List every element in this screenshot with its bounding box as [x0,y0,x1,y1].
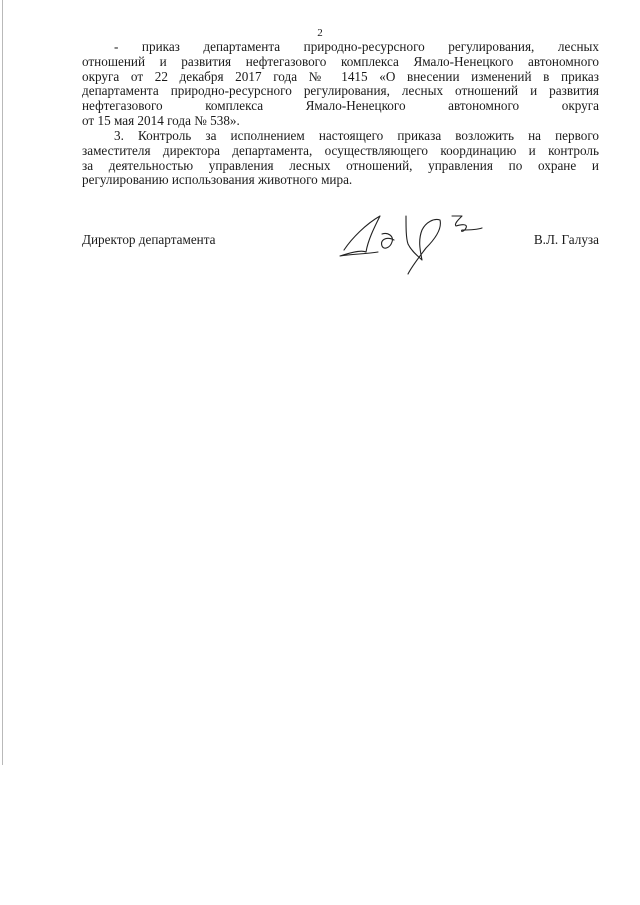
paragraph-control-clause [82,129,599,188]
signer-name: В.Л. Галуза [533,232,599,247]
signature-block [82,228,599,278]
text-line: 3. Контроль за исполнением настоящего приказа возложить на первого [114,129,599,143]
text-line: регулированию использования животного мира. [82,173,353,188]
text-line: от 15 мая 2014 года № 538». [82,113,240,128]
paragraph-amendment-reference [82,40,599,129]
text-line: заместителя директора департамента, осуществляющего координацию и контроль [82,143,599,158]
scan-edge-line [2,0,3,765]
text-line: нефтегазового комплекса Ямало-Ненецкого автономного округа [82,99,599,114]
text-line: отношений и развития нефтегазового комплекса Ямало-Ненецкого автономного [82,54,599,69]
handwritten-signature [322,210,502,280]
text-line: за деятельностью управления лесных отношений, управления по охране и [82,158,599,173]
signer-title: Директор департамента [82,232,216,247]
text-line: - приказ департамента природно-ресурсного регулирования, лесных [114,40,599,54]
text-line: департамента природно-ресурсного регулирования, лесных отношений и развития [82,84,599,99]
page-number: 2 [317,27,323,39]
text-line: округа от 22 декабря 2017 года № 1415 «О внесении изменений в приказ [82,69,599,84]
